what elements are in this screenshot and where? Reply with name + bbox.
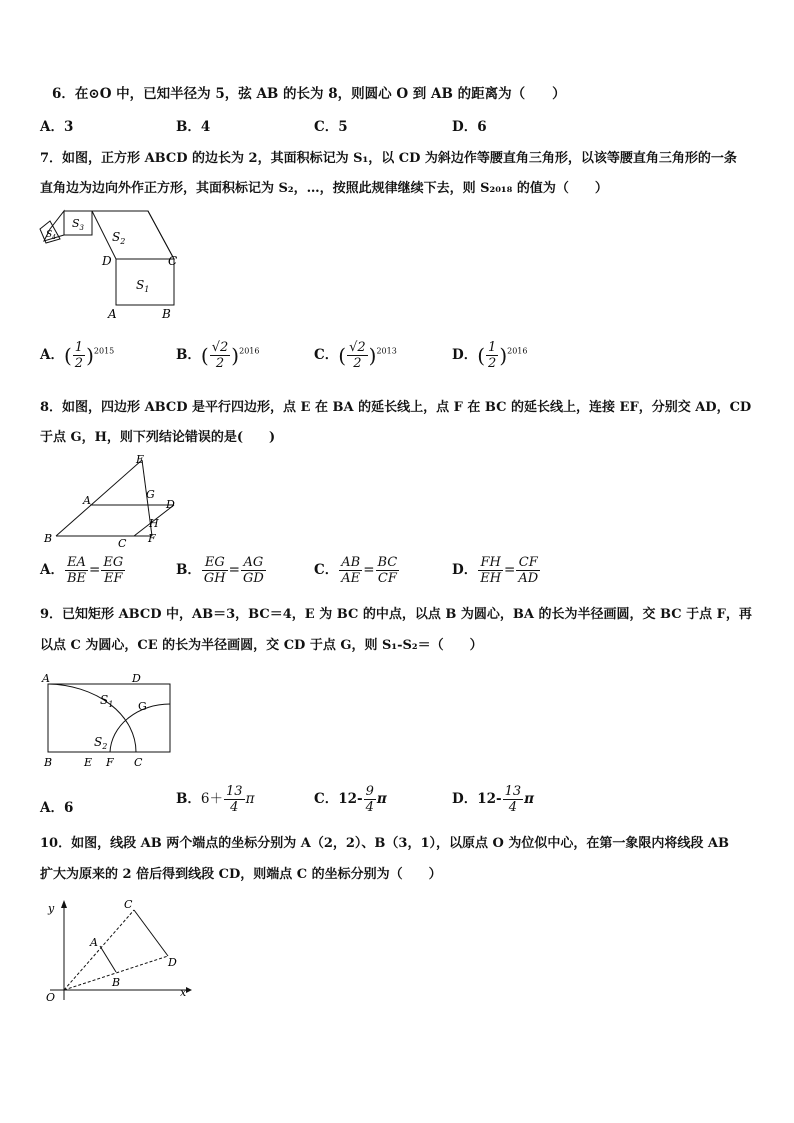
- q10-label-b: B: [112, 976, 121, 989]
- q8-option-c: C． $\frac{AB}{AE}$ = $\frac{BC}{CF}$: [314, 555, 398, 586]
- q7-label-c: C: [168, 254, 178, 268]
- q6-option-d: D．6: [452, 119, 487, 135]
- q8-option-b: B． $\frac{EG}{GH}$ = $\frac{AG}{GD}$: [176, 555, 264, 586]
- q7-label-s1: $S_1$: [136, 278, 150, 294]
- q7-label-d: D: [102, 254, 112, 268]
- q7-stem-line1: 7．如图，正方形 ABCD 的边长为 2，其面积标记为 S₁，以 CD 为斜边作等腰直角三角形，以该等腰直角三角形的一条: [40, 151, 737, 166]
- q10-label-d: D: [168, 956, 177, 969]
- q10-label-x: x: [180, 986, 187, 999]
- q7-label-s2: $S_2$: [112, 230, 126, 246]
- q9-option-c: C．12- $\frac{9}{4}$ π: [314, 784, 387, 815]
- q10-label-a: A: [90, 936, 98, 949]
- q10-stem-line2: 扩大为原来的 2 倍后得到线段 CD，则端点 C 的坐标分别为（ ）: [40, 867, 442, 882]
- q9-option-d: D．12- $\frac{13}{4}$ π: [452, 784, 535, 815]
- q9-option-a: A．6: [40, 800, 74, 816]
- q8-stem-line2: 于点 G，H，则下列结论错误的是( ): [40, 430, 276, 445]
- q8-label-h: H: [149, 517, 159, 530]
- q7-label-s4: $S_4$: [46, 230, 56, 241]
- q10-label-o: O: [46, 991, 56, 1004]
- q8-figure: [38, 450, 188, 550]
- q7-option-b: B．( $\frac{√2}{2}$ )$^{2016}$: [176, 340, 260, 371]
- q8-label-b: B: [44, 532, 53, 545]
- q8-label-e: E: [136, 453, 145, 466]
- q7-option-d: D．( $\frac{1}{2}$ )$^{2016}$: [452, 340, 528, 371]
- q7-stem-line2: 直角边为边向外作正方形，其面积标记为 S₂，…，按照此规律继续下去，则 S₂₀₁₈ 的值为（ ）: [40, 181, 608, 196]
- q10-label-c: C: [124, 898, 133, 911]
- q9-stem-line1: 9．已知矩形 ABCD 中，AB＝3，BC＝4，E 为 BC 的中点，以点 B 为圆心，BA 的长为半径画圆，交 BC 于点 F，再: [40, 607, 752, 622]
- q7-figure: [36, 203, 186, 325]
- q8-label-g: G: [146, 488, 155, 501]
- q9-option-b: B．6＋ $\frac{13}{4}$ π: [176, 784, 255, 815]
- q7-label-a: A: [108, 307, 117, 321]
- q8-label-d: D: [166, 498, 175, 511]
- q10-stem-line1: 10．如图，线段 AB 两个端点的坐标分别为 A（2，2）、B（3，1），以原点 O 为位似中心，在第一象限内将线段 AB: [40, 836, 729, 851]
- q9-label-g: G: [138, 700, 147, 713]
- q8-option-a: A． $\frac{EA}{BE}$ = $\frac{EG}{EF}$: [40, 555, 124, 586]
- q9-label-e: E: [84, 756, 93, 769]
- q8-label-c: C: [118, 537, 127, 550]
- q6-option-a: A．3: [40, 119, 74, 135]
- q9-label-b: B: [44, 756, 53, 769]
- q9-label-d: D: [132, 672, 141, 685]
- q7-label-s3: $S_3$: [72, 217, 85, 232]
- q7-option-a: A．( $\frac{1}{2}$ )$^{2015}$: [40, 340, 115, 371]
- q6-option-b: B．4: [176, 119, 211, 135]
- q9-label-s1: $S_1$: [100, 693, 114, 709]
- q9-label-f: F: [106, 756, 114, 769]
- q8-label-a: A: [83, 494, 91, 507]
- q9-label-c: C: [134, 756, 143, 769]
- q9-stem-line2: 以点 C 为圆心，CE 的长为半径画圆，交 CD 于点 G，则 S₁-S₂＝（ ）: [40, 638, 483, 653]
- q10-label-y: y: [48, 902, 55, 915]
- q9-label-s2: $S_2$: [94, 735, 108, 751]
- q8-stem-line1: 8．如图，四边形 ABCD 是平行四边形，点 E 在 BA 的延长线上，点 F 在 BC 的延长线上，连接 EF，分别交 AD，CD: [40, 400, 752, 415]
- q9-figure: [36, 670, 196, 774]
- q6-stem: 6．在⊙O 中，已知半径为 5，弦 AB 的长为 8，则圆心 O 到 AB 的距离为（ ）: [52, 86, 566, 102]
- q9-label-a: A: [42, 672, 50, 685]
- q7-option-c: C．( $\frac{√2}{2}$ )$^{2013}$: [314, 340, 397, 371]
- q7-label-b: B: [162, 307, 171, 321]
- q8-label-f: F: [148, 532, 156, 545]
- q10-figure: [36, 896, 196, 1006]
- q8-option-d: D． $\frac{FH}{EH}$ = $\frac{CF}{AD}$: [452, 555, 539, 586]
- q6-option-c: C．5: [314, 119, 348, 135]
